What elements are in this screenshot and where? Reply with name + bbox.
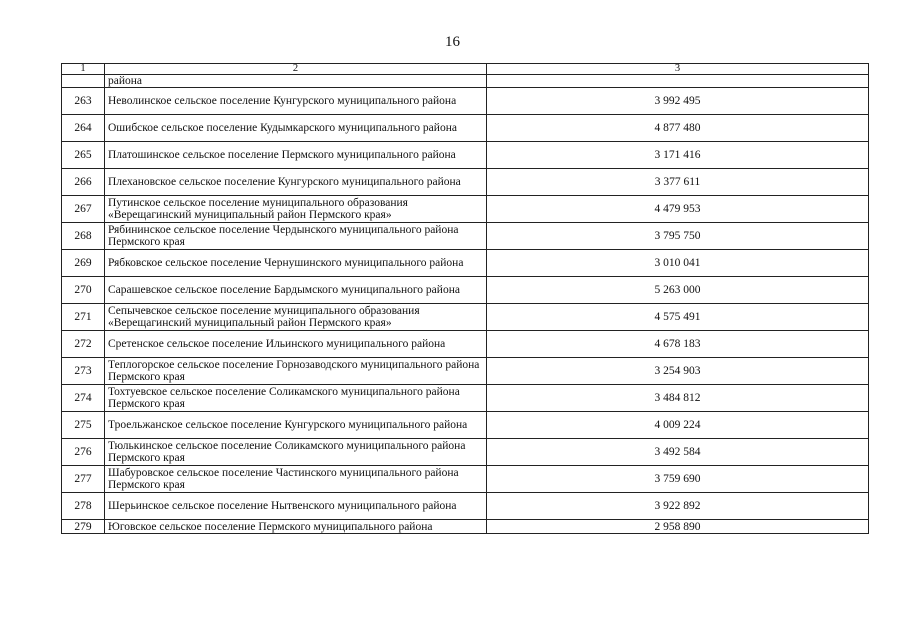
settlement-name: Тюлькинское сельское поселение Соликамского муниципального района Пермского края xyxy=(105,439,487,466)
amount-value: 4 877 480 xyxy=(487,115,869,142)
amount-value: 3 377 611 xyxy=(487,169,869,196)
continuation-text: района xyxy=(105,75,487,88)
amount-value: 4 479 953 xyxy=(487,196,869,223)
row-number: 277 xyxy=(62,466,105,493)
table-row xyxy=(62,358,869,385)
settlement-name: Троельжанское сельское поселение Кунгурского муниципального района xyxy=(105,412,487,439)
table-row xyxy=(62,466,869,493)
settlement-name: Сепычевское сельское поселение муниципального образования «Верещагинский муниципальный район Пермского края» xyxy=(105,304,487,331)
amount-value: 3 254 903 xyxy=(487,358,869,385)
settlement-name: Сретенское сельское поселение Ильинского муниципального района xyxy=(105,331,487,358)
table-row xyxy=(62,142,869,169)
amount-value: 3 484 812 xyxy=(487,385,869,412)
continuation-amount-cell xyxy=(487,75,869,88)
table-row xyxy=(62,88,869,115)
settlement-name: Рябковское сельское поселение Чернушинского муниципального района xyxy=(105,250,487,277)
amount-value: 4 009 224 xyxy=(487,412,869,439)
row-number: 266 xyxy=(62,169,105,196)
row-number: 273 xyxy=(62,358,105,385)
table-row xyxy=(62,169,869,196)
table-row xyxy=(62,115,869,142)
table-row xyxy=(62,385,869,412)
table-row xyxy=(62,223,869,250)
row-number: 269 xyxy=(62,250,105,277)
continuation-num-cell xyxy=(62,75,105,88)
settlement-name: Юговское сельское поселение Пермского муниципального района xyxy=(105,520,487,534)
amount-value: 2 958 890 xyxy=(487,520,869,534)
settlement-name: Шабуровское сельское поселение Частинского муниципального района Пермского края xyxy=(105,466,487,493)
settlement-name: Неволинское сельское поселение Кунгурского муниципального района xyxy=(105,88,487,115)
settlement-name: Платошинское сельское поселение Пермского муниципального района xyxy=(105,142,487,169)
column-header-1: 1 xyxy=(62,64,105,75)
amount-value: 5 263 000 xyxy=(487,277,869,304)
settlement-name: Рябининское сельское поселение Чердынского муниципального района Пермского края xyxy=(105,223,487,250)
amount-value: 3 010 041 xyxy=(487,250,869,277)
table-row xyxy=(62,277,869,304)
settlement-name: Тохтуевское сельское поселение Соликамского муниципального района Пермского края xyxy=(105,385,487,412)
row-number: 267 xyxy=(62,196,105,223)
table-row xyxy=(62,412,869,439)
settlement-name: Ошибское сельское поселение Кудымкарского муниципального района xyxy=(105,115,487,142)
row-number: 271 xyxy=(62,304,105,331)
settlement-name: Плехановское сельское поселение Кунгурского муниципального района xyxy=(105,169,487,196)
row-number: 265 xyxy=(62,142,105,169)
column-header-2: 2 xyxy=(105,64,487,75)
row-number: 275 xyxy=(62,412,105,439)
amount-value: 3 992 495 xyxy=(487,88,869,115)
row-number: 274 xyxy=(62,385,105,412)
row-number: 263 xyxy=(62,88,105,115)
table-row xyxy=(62,493,869,520)
settlement-name: Теплогорское сельское поселение Горнозаводского муниципального района Пермского края xyxy=(105,358,487,385)
row-number: 279 xyxy=(62,520,105,534)
row-number: 276 xyxy=(62,439,105,466)
settlement-name: Шерьинское сельское поселение Нытвенского муниципального района xyxy=(105,493,487,520)
row-number: 264 xyxy=(62,115,105,142)
table-row xyxy=(62,520,869,534)
settlement-name: Сарашевское сельское поселение Бардымского муниципального района xyxy=(105,277,487,304)
table-row xyxy=(62,304,869,331)
table-row xyxy=(62,196,869,223)
continuation-row xyxy=(62,75,869,88)
row-number: 270 xyxy=(62,277,105,304)
amount-value: 3 795 750 xyxy=(487,223,869,250)
settlement-name: Путинское сельское поселение муниципального образования «Верещагинский муниципальный район Пермского края» xyxy=(105,196,487,223)
settlements-table xyxy=(61,63,869,534)
amount-value: 3 922 892 xyxy=(487,493,869,520)
amount-value: 3 171 416 xyxy=(487,142,869,169)
column-header-3: 3 xyxy=(487,64,869,75)
table-body xyxy=(62,64,869,534)
row-number: 272 xyxy=(62,331,105,358)
page-number: 16 xyxy=(445,34,460,50)
table-row xyxy=(62,331,869,358)
amount-value: 4 678 183 xyxy=(487,331,869,358)
amount-value: 4 575 491 xyxy=(487,304,869,331)
table-row xyxy=(62,250,869,277)
column-number-header-row xyxy=(62,64,869,75)
row-number: 268 xyxy=(62,223,105,250)
amount-value: 3 759 690 xyxy=(487,466,869,493)
amount-value: 3 492 584 xyxy=(487,439,869,466)
row-number: 278 xyxy=(62,493,105,520)
table-row xyxy=(62,439,869,466)
